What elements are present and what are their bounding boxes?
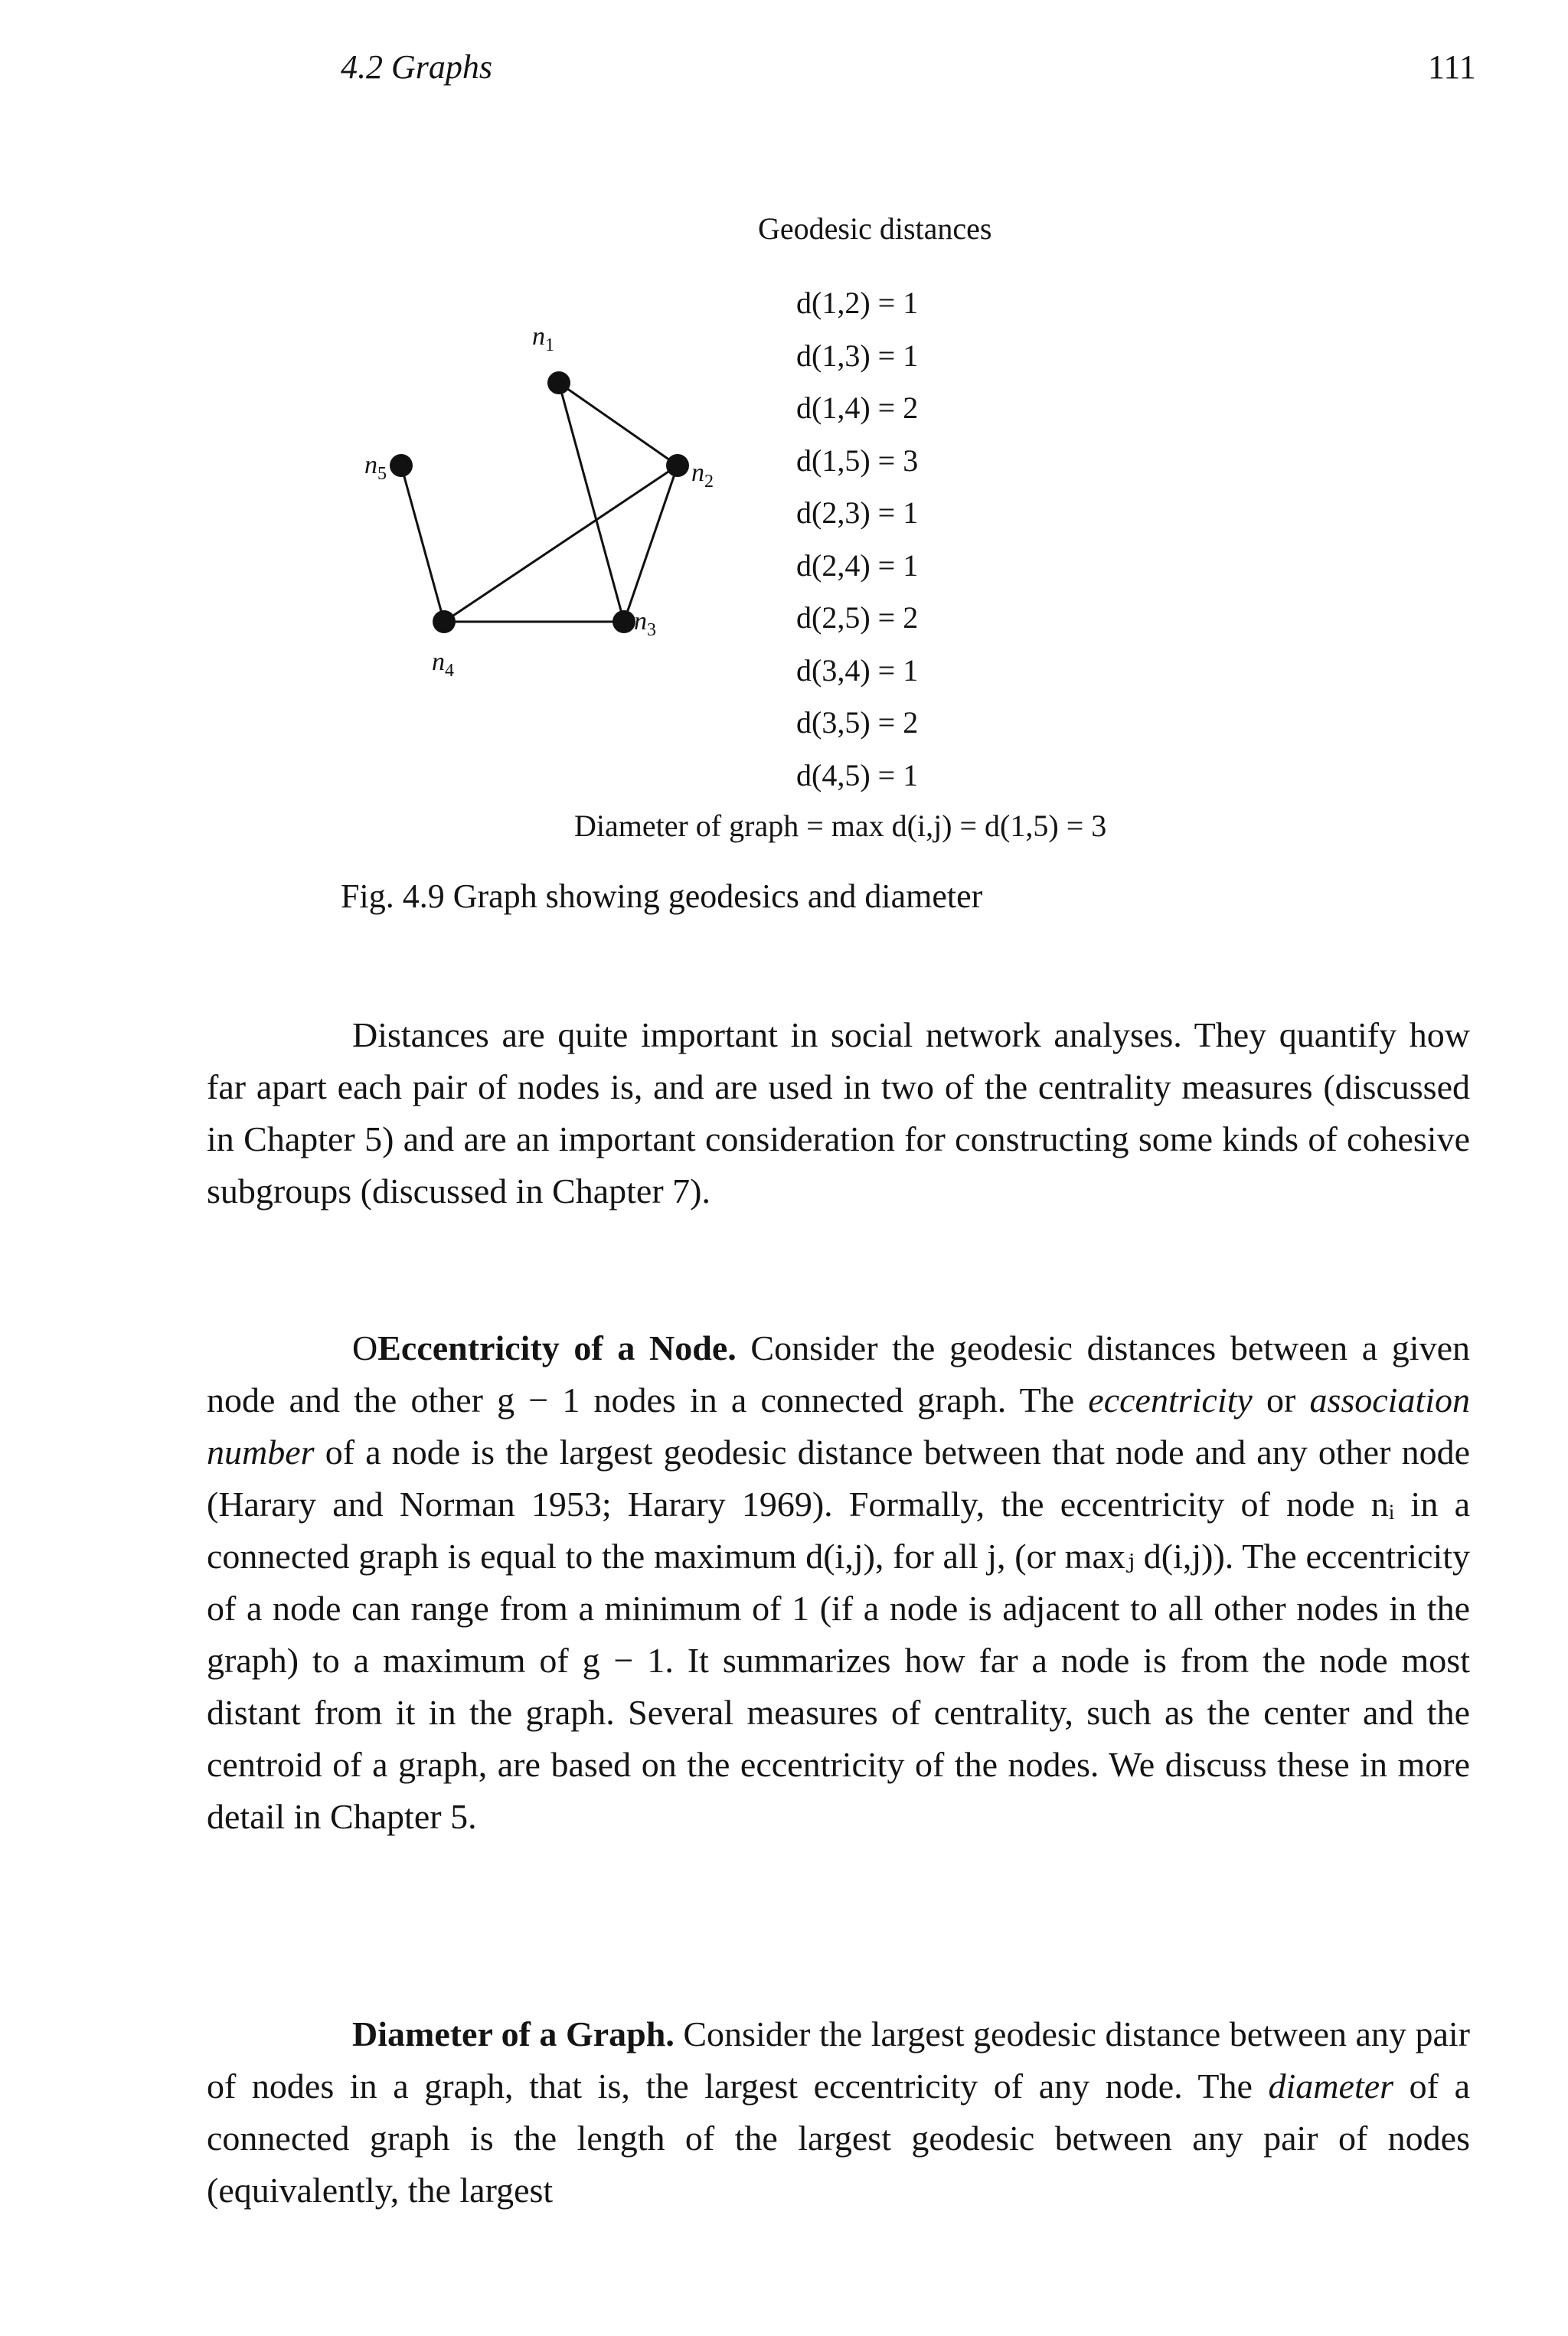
node-n1 — [547, 371, 570, 394]
distance-item: d(1,2) = 1 — [796, 286, 919, 320]
node-label-n5: $n_5$ — [364, 451, 387, 484]
distance-item: d(2,3) = 1 — [796, 495, 919, 530]
node-n4 — [433, 610, 456, 633]
edge-n1-n2 — [559, 383, 678, 466]
running-header: 4.2 Graphs — [341, 48, 493, 86]
node-label-n1: $n_1$ — [532, 322, 554, 355]
term-diameter: diameter — [1268, 2066, 1394, 2106]
edge-n4-n5 — [401, 466, 444, 622]
term-eccentricity: eccentricity — [1088, 1380, 1253, 1420]
distance-item: d(1,4) = 2 — [796, 390, 919, 425]
distance-item: d(3,5) = 2 — [796, 705, 919, 740]
node-n2 — [666, 454, 689, 477]
distances-heading: Geodesic distances — [758, 211, 992, 246]
edge-n2-n4 — [444, 466, 678, 622]
graph-node-labels — [364, 322, 714, 681]
diameter-heading: Diameter of a Graph. — [352, 2014, 675, 2053]
page-number: 111 — [1428, 48, 1476, 86]
paragraph-text: or — [1252, 1380, 1310, 1420]
graph-figure — [364, 322, 766, 689]
section-marker: O — [352, 1328, 378, 1367]
distance-item: d(4,5) = 1 — [796, 757, 919, 792]
paragraph-text: of a node is the largest geodesic distance between that node and any other node (Harary and Norman 1953; Harary 1969). Formally, the eccentricity of node nᵢ in a connected graph is equal to the maximum d(i,j), for all j, (or maxⱼ d(i,j)). The eccentricity of a node can range from a minimum of 1 (if a node is adjacent to all other nodes in the graph) to a maximum of g − 1. It summarizes how far a node is from the node most distant from it in the graph. Several measures of centrality, such as the center and the centroid of a graph, are based on the eccentricity of the nodes. We discuss these in more detail in Chapter 5. — [207, 1433, 1470, 1836]
graph-edges — [401, 383, 678, 622]
distance-item: d(2,5) = 2 — [796, 600, 919, 635]
node-label-n4: $n_4$ — [432, 648, 454, 681]
edge-n1-n3 — [559, 383, 624, 622]
graph-nodes — [390, 371, 689, 633]
distance-item: d(2,4) = 1 — [796, 547, 919, 583]
distance-item: d(1,5) = 3 — [796, 443, 919, 478]
paragraph-eccentricity — [207, 1322, 1470, 1843]
node-n3 — [612, 610, 635, 633]
figure-caption: Fig. 4.9 Graph showing geodesics and diameter — [341, 877, 983, 915]
distance-list — [796, 277, 918, 802]
node-label-n2: $n_2$ — [691, 459, 714, 492]
node-n5 — [390, 454, 413, 477]
edge-n2-n3 — [624, 466, 678, 622]
paragraph-distances — [207, 1009, 1470, 1217]
distance-item: d(1,3) = 1 — [796, 338, 919, 373]
node-label-n3: $n_3$ — [634, 607, 656, 640]
diameter-statement: Diameter of graph = max d(i,j) = d(1,5) = 3 — [574, 809, 1107, 843]
paragraph-text: Distances are quite important in social network analyses. They quantify how far apart each pair of nodes is, and are used in two of the centrality measures (discussed in Chapter 5) and are an important consideration for constructing some kinds of cohesive subgroups (discussed in Chapter 7). — [207, 1015, 1470, 1210]
paragraph-diameter — [207, 2008, 1470, 2217]
eccentricity-heading: Eccentricity of a Node. — [377, 1328, 737, 1367]
term-association-number: association number — [207, 1380, 1471, 1472]
paragraph-text: Consider the largest geodesic distance between any pair of nodes in a graph, that is, the largest eccentricity of any node. The — [207, 2014, 1470, 2106]
distance-item: d(3,4) = 1 — [796, 652, 919, 688]
paragraph-text: of a connected graph is the length of the largest geodesic between any pair of nodes (equivalently, the largest — [207, 2066, 1470, 2210]
paragraph-text: Consider the geodesic distances between a given node and the other g − 1 nodes in a connected graph. The — [207, 1328, 1470, 1420]
